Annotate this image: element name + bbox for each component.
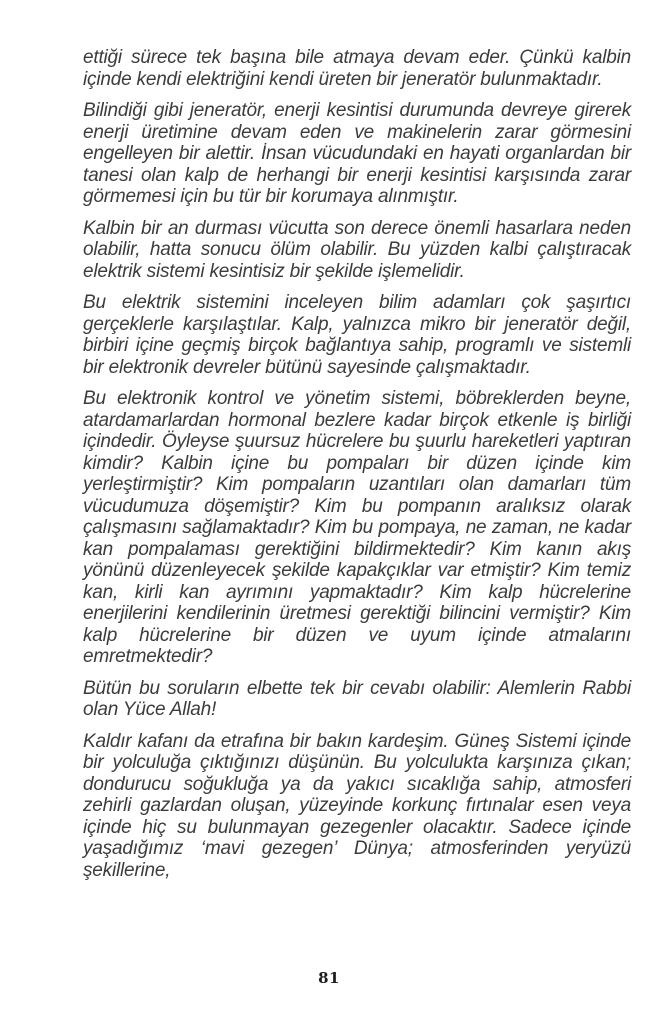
body-text: [83, 47, 631, 891]
paragraph-1: ettiği sürece tek başına bile atmaya devam eder. Çünkü kalbin içinde kendi elektriğini kendi üreten bir jeneratör bulunmaktadır.: [83, 47, 631, 90]
page-number: 81: [318, 969, 340, 987]
paragraph-2: Bilindiği gibi jeneratör, enerji kesintisi durumunda devreye girerek enerji üretimine devam eden ve makinelerin zarar görmesini engelleyen bir alettir. İnsan vücudundaki en hayati organlardan bir tanesi olan kalp de herhangi bir enerji kesintisi karşısında zarar görmemesi için bu tür bir korumaya alınmıştır.: [83, 100, 631, 207]
paragraph-3: Kalbin bir an durması vücutta son derece önemli hasarlara neden olabilir, hatta sonucu ölüm olabilir. Bu yüzden kalbi çalıştıracak elektrik sistemi kesintisiz bir şekilde işlemelidir.: [83, 217, 631, 282]
paragraph-4: Bu elektrik sistemini inceleyen bilim adamları çok şaşırtıcı gerçeklerle karşılaştılar. Kalp, yalnızca mikro bir jeneratör değil, birbiri içine geçmiş birçok bağlantıya sahip, programlı ve sistemli bir elektronik devreler bütünü sayesinde çalışmaktadır.: [83, 292, 631, 378]
paragraph-5: Bu elektronik kontrol ve yönetim sistemi, böbreklerden beyne, atardamarlardan hormonal bezlere kadar birçok etkenle iş birliği içindedir. Öyleyse şuursuz hücrelere bu şuurlu hareketleri yaptıran kimdir? Kalbin içine bu pompaları bir düzen içinde kim yerleştirmiştir? Kim pompaların uzantıları olan damarları tüm vücudumuza döşemiştir? Kim bu pompanın aralıksız olarak çalışmasını sağlamaktadır? Kim bu pompaya, ne zaman, ne kadar kan pompalaması gerektiğini bildirmektedir? Kim kanın akış yönünü düzenleyecek şekilde kapakçıklar var etmiştir? Kim temiz kan, kirli kan ayrımını yapmaktadır? Kim kalp hücrelerine enerjilerini kendilerinin üretmesi gerektiği bilincini vermiştir? Kim kalp hücrelerine bir düzen ve uyum içinde atmalarını emretmektedir?: [83, 388, 631, 667]
paragraph-6: Bütün bu soruların elbette tek bir cevabı olabilir: Alemlerin Rabbi olan Yüce Allah!: [83, 677, 631, 720]
paragraph-7: Kaldır kafanı da etrafına bir bakın kardeşim. Güneş Sistemi içinde bir yolculuğa çıktığınızı düşünün. Bu yolculukta karşınıza çıkan; dondurucu soğukluğa ya da yakıcı sıcaklığa sahip, atmosferi zehirli gazlardan oluşan, yüzeyinde korkunç fırtınalar esen veya içinde hiç su bulunmayan gezegenler olacaktır. Sadece içinde yaşadığımız ‘mavi gezegen’ Dünya; atmosferinden yeryüzü şekillerine,: [83, 730, 631, 881]
